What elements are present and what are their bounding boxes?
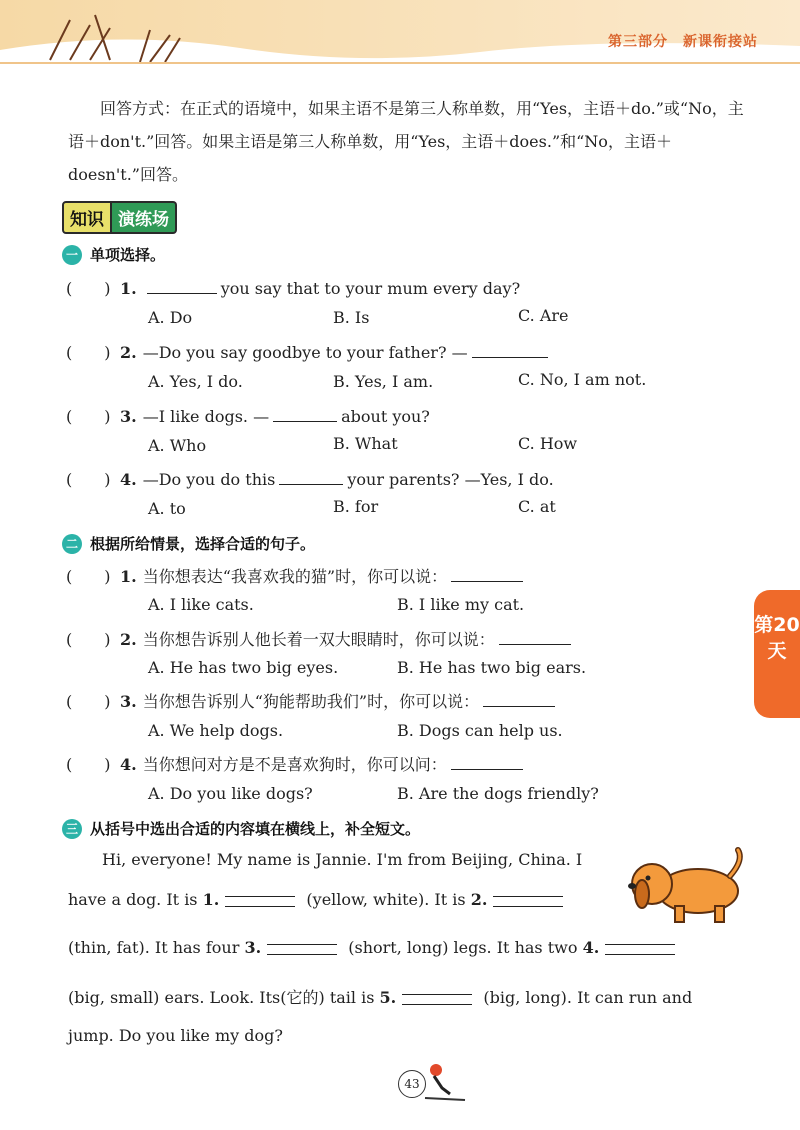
option[interactable]: C. No, I am not. bbox=[518, 370, 647, 389]
part3-title: 从括号中选出合适的内容填在横线上，补全短文。 bbox=[90, 820, 421, 838]
option[interactable]: A. Do you like dogs? bbox=[148, 784, 313, 803]
dog-illustration bbox=[620, 846, 750, 928]
option[interactable]: C. Are bbox=[518, 306, 569, 325]
p1-question-1: ( ) 1. you say that to your mum every day? bbox=[66, 276, 520, 299]
fill-blank[interactable] bbox=[225, 896, 295, 907]
answer-blank[interactable] bbox=[451, 755, 523, 770]
p2-question-2: ( ) 2. 当你想告诉别人他长着一双大眼睛时，你可以说： bbox=[66, 627, 575, 650]
p2-question-3: ( ) 3. 当你想告诉别人“狗能帮助我们”时，你可以说： bbox=[66, 689, 559, 712]
answer-paren[interactable]: ( ) bbox=[66, 630, 111, 649]
p2-question-4: ( ) 4. 当你想问对方是不是喜欢狗时，你可以问： bbox=[66, 752, 527, 775]
answer-blank[interactable] bbox=[273, 407, 337, 422]
section-label: 第三部分 新课衔接站 bbox=[608, 34, 758, 50]
answer-paren[interactable]: ( ) bbox=[66, 567, 111, 586]
passage-line-3: (thin, fat). It has four 3. (short, long) legs. It has two 4. bbox=[68, 938, 758, 957]
fill-blank[interactable] bbox=[267, 944, 337, 955]
option[interactable]: A. Do bbox=[148, 308, 193, 327]
answer-paren[interactable]: ( ) bbox=[66, 343, 111, 362]
part3-heading bbox=[62, 818, 420, 839]
part1-number: 一 bbox=[62, 245, 82, 265]
fill-blank[interactable] bbox=[493, 896, 563, 907]
banner-left: 知识 bbox=[62, 201, 112, 234]
option[interactable]: B. What bbox=[333, 434, 398, 453]
skier-icon bbox=[420, 1060, 470, 1104]
passage-line-5: jump. Do you like my dog? bbox=[68, 1026, 283, 1045]
day-tab: 第20天 bbox=[754, 590, 800, 718]
option[interactable]: A. I like cats. bbox=[148, 595, 254, 614]
option[interactable]: B. He has two big ears. bbox=[397, 658, 587, 677]
answer-paren[interactable]: ( ) bbox=[66, 407, 111, 426]
option[interactable]: B. for bbox=[333, 497, 379, 516]
answer-blank[interactable] bbox=[483, 692, 555, 707]
option[interactable]: A. Yes, I do. bbox=[148, 372, 243, 391]
option[interactable]: C. How bbox=[518, 434, 578, 453]
banner-right: 演练场 bbox=[112, 201, 177, 234]
answer-paren[interactable]: ( ) bbox=[66, 755, 111, 774]
option[interactable]: C. at bbox=[518, 497, 556, 516]
option[interactable]: A. He has two big eyes. bbox=[148, 658, 339, 677]
passage-line-4: (big, small) ears. Look. Its(它的) tail is 5. (big, long). It can run and bbox=[68, 988, 693, 1007]
option[interactable]: B. Is bbox=[333, 308, 370, 327]
fill-blank[interactable] bbox=[402, 994, 472, 1005]
part1-title: 单项选择。 bbox=[90, 246, 166, 264]
answer-paren[interactable]: ( ) bbox=[66, 279, 111, 298]
fill-blank[interactable] bbox=[605, 944, 675, 955]
p1-question-3: ( ) 3. —I like dogs. — about you? bbox=[66, 404, 430, 427]
answer-blank[interactable] bbox=[279, 470, 343, 485]
option[interactable]: A. Who bbox=[148, 436, 207, 455]
passage-line-1: Hi, everyone! My name is Jannie. I'm from Beijing, China. I bbox=[102, 850, 583, 869]
answer-paren[interactable]: ( ) bbox=[66, 470, 111, 489]
part2-title: 根据所给情景，选择合适的句子。 bbox=[90, 535, 316, 553]
practice-banner bbox=[62, 204, 177, 230]
answer-blank[interactable] bbox=[472, 343, 548, 358]
part1-heading bbox=[62, 244, 165, 265]
part2-heading bbox=[62, 533, 315, 554]
passage-line-2: have a dog. It is 1. (yellow, white). It is 2. bbox=[68, 890, 758, 909]
intro-paragraph: 回答方式：在正式的语境中，如果主语不是第三人称单数，用“Yes，主语＋do.”或“No，主语＋don't.”回答。如果主语是第三人称单数，用“Yes，主语＋does.”和“No，主语＋doesn't.”回答。 bbox=[68, 99, 744, 184]
option[interactable]: B. I like my cat. bbox=[397, 595, 525, 614]
option[interactable]: A. We help dogs. bbox=[148, 721, 284, 740]
p2-question-1: ( ) 1. 当你想表达“我喜欢我的猫”时，你可以说： bbox=[66, 564, 527, 587]
p1-question-2: ( ) 2. —Do you say goodbye to your father? — bbox=[66, 340, 552, 363]
part3-number: 三 bbox=[62, 819, 82, 839]
option[interactable]: B. Yes, I am. bbox=[333, 372, 434, 391]
answer-blank[interactable] bbox=[451, 567, 523, 582]
part2-number: 二 bbox=[62, 534, 82, 554]
answer-blank[interactable] bbox=[499, 630, 571, 645]
answer-paren[interactable]: ( ) bbox=[66, 692, 111, 711]
option[interactable]: B. Are the dogs friendly? bbox=[397, 784, 599, 803]
answer-blank[interactable] bbox=[147, 279, 217, 294]
page-header bbox=[0, 0, 800, 72]
p1-question-4: ( ) 4. —Do you do this your parents? —Yes, I do. bbox=[66, 467, 554, 490]
option[interactable]: B. Dogs can help us. bbox=[397, 721, 563, 740]
page-number: 43 bbox=[398, 1070, 426, 1098]
option[interactable]: A. to bbox=[148, 499, 186, 518]
